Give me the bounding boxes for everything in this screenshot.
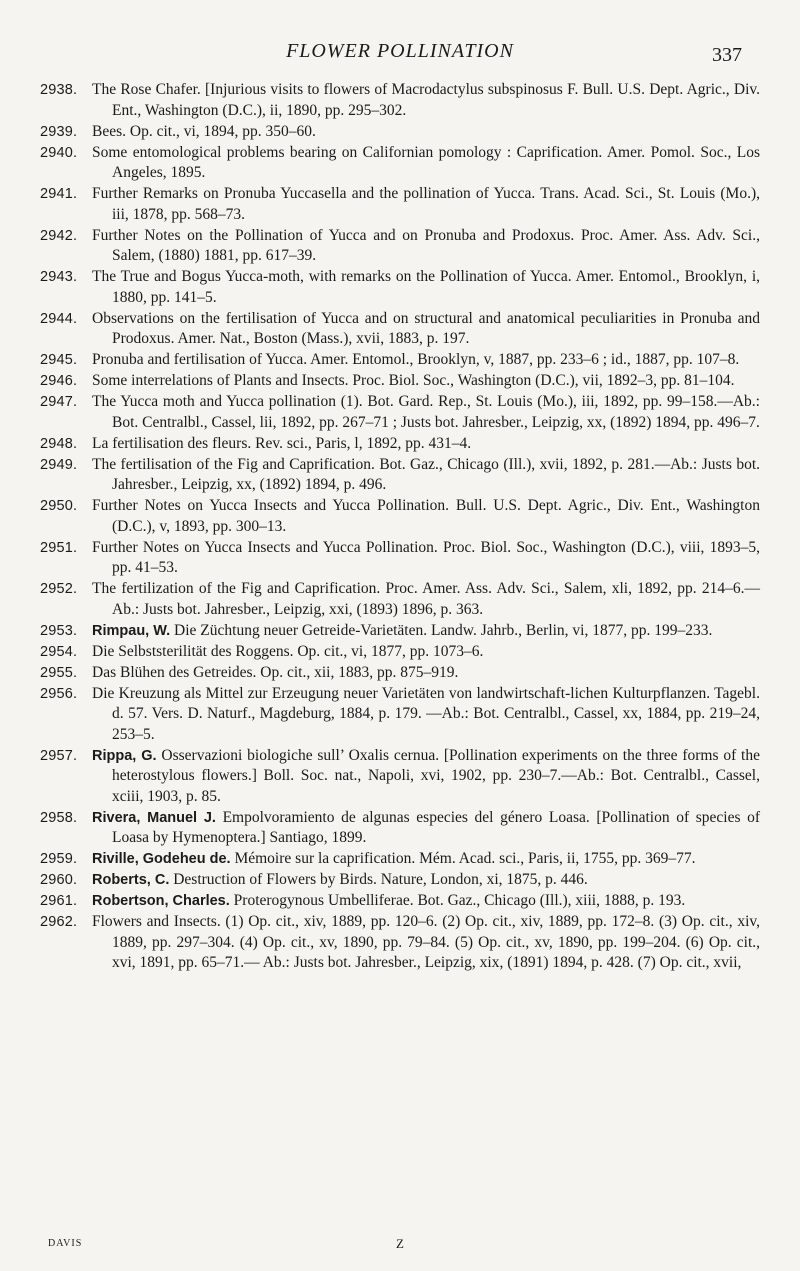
entry-number: 2955. <box>40 664 78 681</box>
entry-text <box>92 226 760 267</box>
bibliography-entry <box>40 663 760 684</box>
entry-citation: Further Remarks on Pronuba Yuccasella and the pollination of Yucca. Trans. Acad. Sci., St. Louis (Mo.), iii, 1878, pp. 568–73. <box>92 185 760 223</box>
entry-text <box>92 122 760 143</box>
entry-text <box>92 642 760 663</box>
entry-number: 2943. <box>40 269 78 285</box>
entry-text <box>92 392 760 433</box>
bibliography-entry <box>40 455 760 496</box>
entry-text <box>92 621 760 642</box>
bibliography-entry <box>40 849 760 870</box>
entry-text <box>92 870 760 891</box>
entry-number: 2939. <box>40 123 78 140</box>
entry-number: 2949. <box>40 456 78 473</box>
entry-citation: The Yucca moth and Yucca pollination (1). Bot. Gard. Rep., St. Louis (Mo.), iii, 1892, pp. 99–158.—Ab.: Bot. Centralbl., Cassel, lii, 1892, pp. 267–71 ; Justs bot. Jahresber., Leipzig, xx, (1892) 1894, pp. 496–7. <box>92 393 760 431</box>
bibliography-entry <box>40 184 760 225</box>
entry-number: 2945. <box>40 352 78 368</box>
bibliography-entry <box>40 350 760 371</box>
bibliography-entry <box>40 226 760 267</box>
entry-text <box>92 496 760 537</box>
entry-number: 2938. <box>40 82 78 98</box>
bibliography-entry <box>40 746 760 808</box>
entry-text <box>92 849 760 870</box>
bibliography-entry <box>40 579 760 620</box>
entry-number: 2950. <box>40 498 78 514</box>
bibliography-entry <box>40 642 760 663</box>
signature-mark: Z <box>396 1236 404 1251</box>
entry-number: 2952. <box>40 581 78 597</box>
entry-citation: Destruction of Flowers by Birds. Nature, London, xi, 1875, p. 446. <box>169 871 588 888</box>
entry-citation: Mémoire sur la caprification. Mém. Acad. sci., Paris, ii, 1755, pp. 369–77. <box>230 850 696 867</box>
entry-citation: Die Selbststerilität des Roggens. Op. cit., vi, 1877, pp. 1073–6. <box>92 642 484 660</box>
bibliography-entry <box>40 496 760 537</box>
entry-text <box>92 891 760 912</box>
bibliography-entry <box>40 267 760 308</box>
bibliography-entry <box>40 122 760 143</box>
entry-number: 2959. <box>40 851 78 867</box>
entry-number: 2941. <box>40 186 78 202</box>
running-title: FLOWER POLLINATION <box>286 40 514 62</box>
entry-citation: Some interrelations of Plants and Insects. Proc. Biol. Soc., Washington (D.C.), vii, 1892–3, pp. 81–104. <box>92 372 735 389</box>
entry-citation: Observations on the fertilisation of Yucca and on structural and anatomical peculiarities in Pronuba and Prodoxus. Amer. Nat., Boston (Mass.), xvii, 1883, p. 197. <box>92 309 760 347</box>
entry-text <box>92 309 760 350</box>
entry-text <box>92 746 760 808</box>
entry-number: 2944. <box>40 310 78 327</box>
entry-text <box>92 912 760 974</box>
bibliography-entry <box>40 371 760 392</box>
entry-citation: The fertilisation of the Fig and Caprification. Bot. Gaz., Chicago (Ill.), xvii, 1892, p. 281.—Ab.: Justs bot. Jahresber., Leipzig, xx, (1892) 1894, p. 496. <box>92 455 760 493</box>
entry-text <box>92 434 760 455</box>
bibliography-entry <box>40 309 760 350</box>
entry-number: 2961. <box>40 893 78 909</box>
entry-number: 2953. <box>40 622 78 639</box>
entry-citation: The Rose Chafer. [Injurious visits to flowers of Macrodactylus subspinosus F. Bull. U.S. Dept. Agric., Div. Ent., Washington (D.C.), ii, 1890, pp. 295–302. <box>92 81 760 119</box>
bibliography-entry <box>40 434 760 455</box>
entry-author: Roberts, C. <box>92 872 170 888</box>
entry-citation: Osservazioni biologiche sull’ Oxalis cernua. [Pollination experiments on the three forms of the heterostylous flowers.] Boll. Soc. nat., Napoli, xvi, 1902, pp. 230–7.—Ab.: Bot. Centralbl., Cassel, xciii, 1903, p. 85. <box>112 746 760 805</box>
entry-number: 2960. <box>40 872 78 888</box>
bibliography-entry <box>40 392 760 433</box>
entry-citation: Further Notes on Yucca Insects and Yucca Pollination. Proc. Biol. Soc., Washington (D.C.), viii, 1893–5, pp. 41–53. <box>92 538 760 576</box>
entry-citation: Bees. Op. cit., vi, 1894, pp. 350–60. <box>92 122 316 140</box>
entry-citation: Das Blühen des Getreides. Op. cit., xii, 1883, pp. 875–919. <box>92 663 459 681</box>
page-number: 337 <box>712 44 742 66</box>
entry-citation: Empolvoramiento de algunas especies del género Loasa. [Pollination of species of Loasa by Hymenoptera.] Santiago, 1899. <box>112 808 761 846</box>
bibliography-entry <box>40 870 760 891</box>
entry-text <box>92 808 760 849</box>
entry-number: 2962. <box>40 914 78 930</box>
entry-citation: Flowers and Insects. (1) Op. cit., xiv, 1889, pp. 120–6. (2) Op. cit., xiv, 1889, pp. 172–8. (3) Op. cit., xiv, 1889, pp. 297–304. (4) Op. cit., xv, 1890, pp. 79–84. (5) Op. cit., xv, 1890, pp. 199–204. (6) Op. cit., xvi, 1891, pp. 65–71.— Ab.: Justs bot. Jahresber., Leipzig, xix, (1891) 1894, p. 428. (7) Op. cit., xvii, <box>92 913 760 971</box>
entry-text <box>92 184 760 225</box>
entry-number: 2956. <box>40 685 78 702</box>
entry-citation: La fertilisation des fleurs. Rev. sci., Paris, l, 1892, pp. 431–4. <box>92 434 472 452</box>
bibliography-list <box>40 80 760 974</box>
bibliography-entry <box>40 621 760 642</box>
entry-number: 2946. <box>40 373 78 389</box>
bibliography-entry <box>40 80 760 121</box>
entry-citation: Further Notes on the Pollination of Yucca and on Pronuba and Prodoxus. Proc. Amer. Ass. Adv. Sci., Salem, (1880) 1881, pp. 617–39. <box>92 226 760 264</box>
bibliography-entry <box>40 143 760 184</box>
entry-text <box>92 267 760 308</box>
entry-author: Riville, Godeheu de. <box>92 851 231 867</box>
entry-text <box>92 579 760 620</box>
entry-number: 2940. <box>40 144 78 161</box>
entry-number: 2954. <box>40 643 78 660</box>
bibliography-entry <box>40 808 760 849</box>
entry-text <box>92 371 760 392</box>
entry-author: Rivera, Manuel J. <box>92 809 216 826</box>
entry-citation: Further Notes on Yucca Insects and Yucca Pollination. Bull. U.S. Dept. Agric., Div. Ent., Washington (D.C.), v, 1893, pp. 300–13. <box>92 497 760 535</box>
bibliography-entry <box>40 538 760 579</box>
entry-author: Rippa, G. <box>92 747 157 764</box>
entry-number: 2942. <box>40 227 78 244</box>
footer-author-mark: DAVIS <box>48 1238 83 1249</box>
entry-number: 2951. <box>40 539 78 556</box>
entry-citation: Pronuba and fertilisation of Yucca. Amer. Entomol., Brooklyn, v, 1887, pp. 233–6 ; id., 1887, pp. 107–8. <box>92 351 740 368</box>
entry-text <box>92 143 760 184</box>
entry-citation: Die Kreuzung als Mittel zur Erzeugung neuer Varietäten von landwirtschaft-lichen Kulturpflanzen. Tagebl. d. 57. Vers. D. Naturf., Magdeburg, 1884, p. 179. —Ab.: Bot. Centralbl., Cassel, xx, 1884, pp. 219–24, 253–5. <box>92 684 760 743</box>
entry-text <box>92 455 760 496</box>
entry-citation: The fertilization of the Fig and Caprification. Proc. Amer. Ass. Adv. Sci., Salem, xli, 1892, pp. 214–6.—Ab.: Justs bot. Jahresber., Leipzig, xxi, (1893) 1896, p. 363. <box>92 580 760 618</box>
bibliography-entry <box>40 891 760 912</box>
entry-text <box>92 684 760 746</box>
entry-author: Robertson, Charles. <box>92 893 230 909</box>
entry-author: Rimpau, W. <box>92 622 171 639</box>
bibliography-entry <box>40 912 760 974</box>
entry-citation: Proterogynous Umbelliferae. Bot. Gaz., Chicago (Ill.), xiii, 1888, p. 193. <box>229 892 686 909</box>
entry-citation: Die Züchtung neuer Getreide-Varietäten. Landw. Jahrb., Berlin, vi, 1877, pp. 199–233. <box>170 621 713 639</box>
bibliography-entry <box>40 684 760 746</box>
entry-number: 2958. <box>40 809 78 826</box>
entry-number: 2957. <box>40 747 78 764</box>
entry-text <box>92 80 760 121</box>
entry-citation: The True and Bogus Yucca-moth, with remarks on the Pollination of Yucca. Amer. Entomol., Brooklyn, i, 1880, pp. 141–5. <box>92 268 760 306</box>
entry-text <box>92 538 760 579</box>
entry-number: 2948. <box>40 435 78 452</box>
entry-citation: Some entomological problems bearing on Californian pomology : Caprification. Amer. Pomol. Soc., Los Angeles, 1895. <box>92 143 760 181</box>
entry-text <box>92 663 760 684</box>
entry-number: 2947. <box>40 394 78 410</box>
entry-text <box>92 350 760 371</box>
